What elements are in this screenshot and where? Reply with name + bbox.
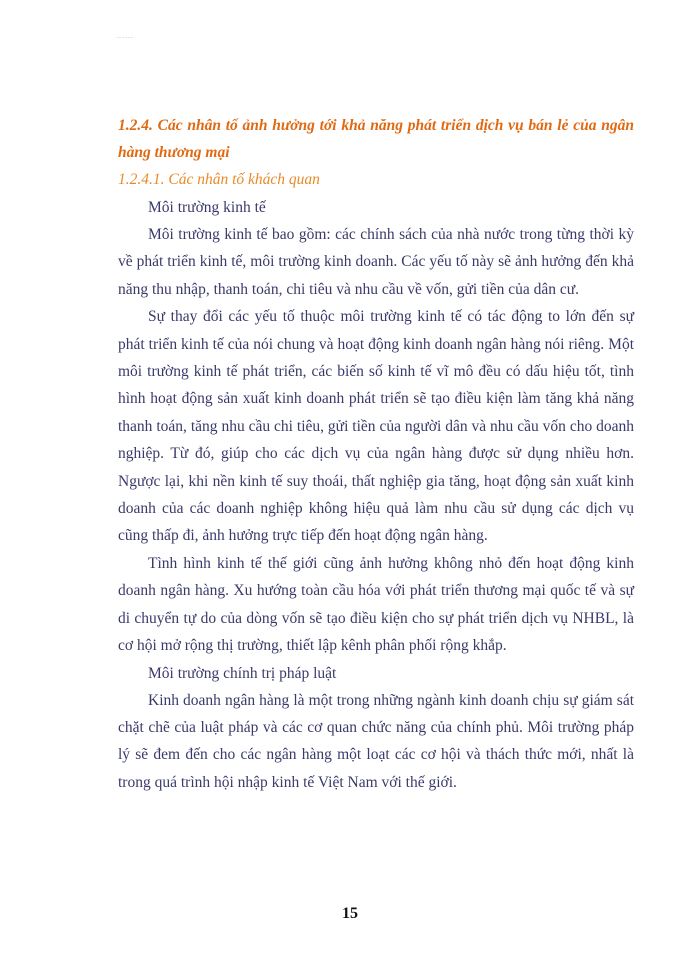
paragraph: Môi trường kinh tế bao gồm: các chính sách của nhà nước trong từng thời kỳ về phát triển kinh tế, môi trường kinh doanh. Các yếu tố này sẽ ảnh hưởng đến khả năng thu nhập, thanh toán, chi tiêu và nhu cầu về vốn, gửi tiền của dân cư. xyxy=(118,226,634,298)
paragraph: Kinh doanh ngân hàng là một trong những ngành kinh doanh chịu sự giám sát chặt chẽ của luật pháp và các cơ quan chức năng của chính phủ. Môi trường pháp lý sẽ đem đến cho các ngân hàng một loạt các cơ hội và thách thức mới, nhất là trong quá trình hội nhập kinh tế Việt Nam với thế giới. xyxy=(118,691,634,791)
legal-environment-label: Môi trường chính trị pháp luật xyxy=(148,664,337,682)
section-heading: 1.2.4. Các nhân tố ảnh hưởng tới khả năng phát triển dịch vụ bán lẻ của ngân hàng thương mại xyxy=(118,117,634,161)
page-content xyxy=(118,112,634,796)
paragraph: Sự thay đổi các yếu tố thuộc môi trường kinh tế có tác động to lớn đến sự phát triển kinh tế của nói chung và hoạt động kinh doanh ngân hàng nói riêng. Một môi trường kinh tế phát triển, các biến số kinh tế vĩ mô đều có dấu hiệu tốt, tình hình hoạt động sản xuất kinh doanh phát triển sẽ tạo điều kiện làm tăng khả năng thanh toán, tăng nhu cầu chi tiêu, gửi tiền của người dân và nhu cầu vốn cho doanh nghiệp. Từ đó, giúp cho các dịch vụ của ngân hàng được sử dụng nhiều hơn. Ngược lại, khi nền kinh tế suy thoái, thất nghiệp gia tăng, hoạt động sản xuất kinh doanh của các doanh nghiệp không hiệu quả làm nhu cầu sử dụng các dịch vụ cũng thấp đi, ảnh hưởng trực tiếp đến hoạt động ngân hàng. xyxy=(118,308,634,545)
paragraph: Tình hình kinh tế thế giới cũng ảnh hưởng không nhỏ đến hoạt động kinh doanh ngân hàng. Xu hướng toàn cầu hóa với phát triển thương mại quốc tế và sự di chuyển tự do của dòng vốn sẽ tạo điều kiện cho sự phát triển dịch vụ NHBL, là cơ hội mở rộng thị trường, thiết lập kênh phân phối rộng khắp. xyxy=(118,554,634,655)
page-number: 15 xyxy=(342,905,358,922)
subsection-heading: 1.2.4.1. Các nhân tố khách quan xyxy=(118,171,320,188)
corner-mark: ...... xyxy=(116,31,134,40)
economic-environment-label: Môi trường kinh tế xyxy=(148,199,266,216)
